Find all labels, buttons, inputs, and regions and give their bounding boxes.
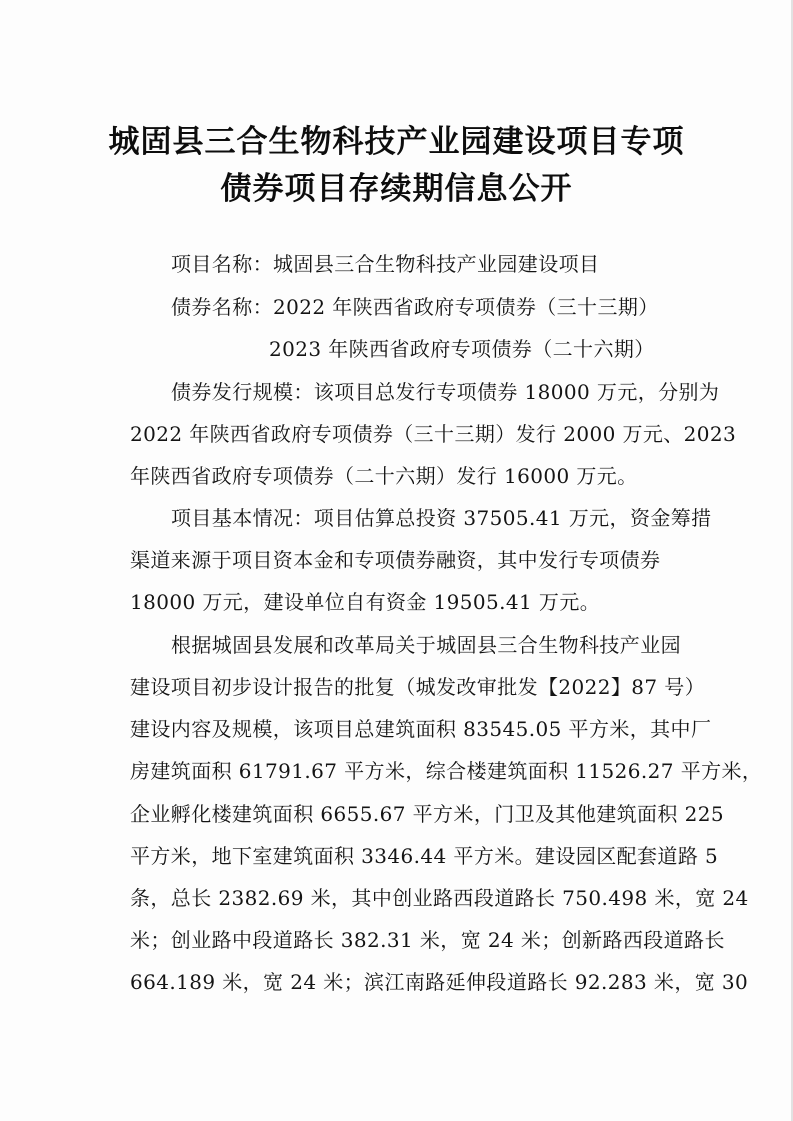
document-title-line-2: 债券项目存续期信息公开: [220, 171, 573, 207]
paragraph-line: 664.189 米，宽 24 米；滨江南路延伸段道路长 92.283 米，宽 30: [130, 970, 749, 994]
paragraph-line: 企业孵化楼建筑面积 6655.67 平方米，门卫及其他建筑面积 225: [130, 802, 724, 826]
paragraph-line: 建设项目初步设计报告的批复（城发改审批发【2022】87 号）: [130, 675, 706, 699]
paragraph-line: 2022 年陕西省政府专项债券（三十三期）发行 2000 万元、2023: [130, 422, 737, 446]
paragraph-line: 米；创业路中段道路长 382.31 米，宽 24 米；创新路西段道路长: [130, 928, 725, 952]
bond-name-line-2: 2023 年陕西省政府专项债券（二十六期）: [269, 337, 655, 361]
paragraph-line: 年陕西省政府专项债券（二十六期）发行 16000 万元。: [130, 464, 638, 488]
document-title-line-1: 城固县三合生物科技产业园建设项目专项: [108, 124, 685, 160]
paragraph-line: 渠道来源于项目资本金和专项债券融资，其中发行专项债券: [130, 548, 661, 572]
paragraph-line: 项目基本情况：项目估算总投资 37505.41 万元，资金筹措: [171, 506, 712, 530]
paragraph-line: 条，总长 2382.69 米，其中创业路西段道路长 750.498 米，宽 24: [130, 886, 749, 910]
project-name-line: 项目名称：城固县三合生物科技产业园建设项目: [171, 252, 600, 276]
paragraph-line: 建设内容及规模，该项目总建筑面积 83545.05 平方米，其中厂: [130, 717, 712, 741]
paragraph-line: 平方米，地下室建筑面积 3346.44 平方米。建设园区配套道路 5: [130, 844, 719, 868]
paragraph-line: 债券发行规模：该项目总发行专项债券 18000 万元，分别为: [171, 380, 720, 404]
paragraph-line: 根据城固县发展和改革局关于城固县三合生物科技产业园: [171, 633, 681, 657]
paragraph-line: 18000 万元，建设单位自有资金 19505.41 万元。: [130, 590, 601, 614]
bond-name-line: 债券名称：2022 年陕西省政府专项债券（三十三期）: [171, 295, 659, 319]
paragraph-line: 房建筑面积 61791.67 平方米，综合楼建筑面积 11526.27 平方米，: [130, 759, 763, 783]
